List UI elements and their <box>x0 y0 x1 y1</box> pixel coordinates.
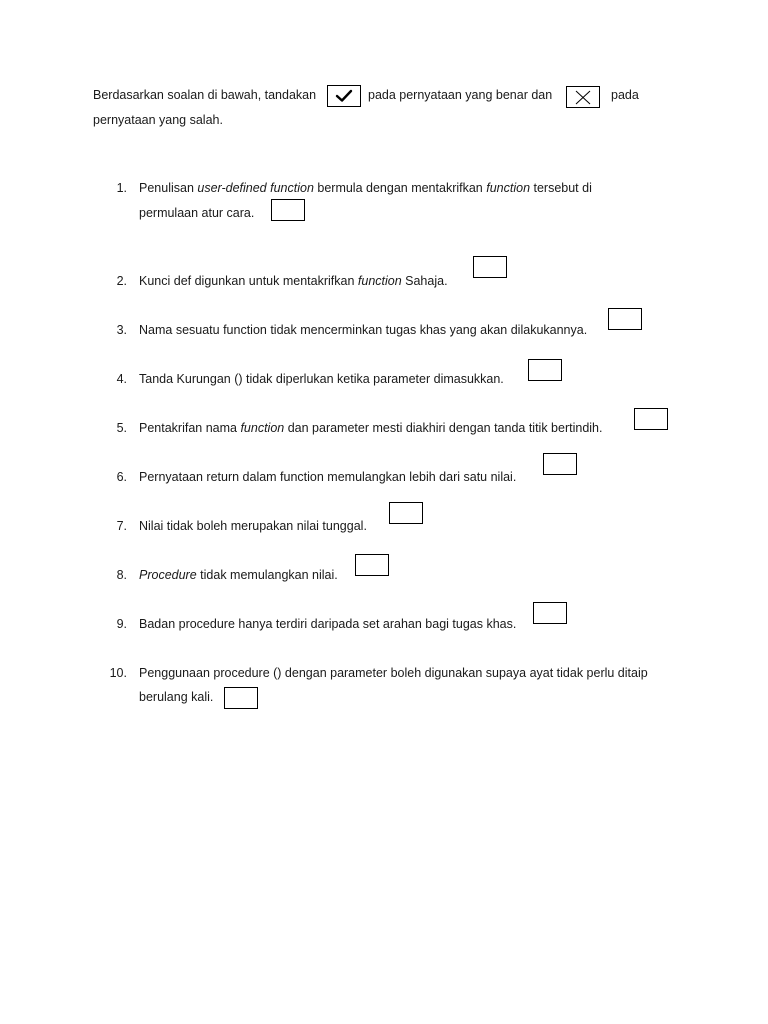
question-text: Badan procedure hanya terdiri daripada set arahan bagi tugas khas. <box>139 617 517 631</box>
question-number: 10. <box>109 666 127 680</box>
question-text: Procedure tidak memulangkan nilai. <box>139 568 338 582</box>
question-number: 8. <box>116 568 127 582</box>
answer-box-9[interactable] <box>533 602 567 624</box>
question-number: 7. <box>116 519 127 533</box>
question-text: Tanda Kurungan () tidak diperlukan ketika parameter dimasukkan. <box>139 372 504 386</box>
instruction-text: pada <box>611 88 639 102</box>
answer-box-3[interactable] <box>608 308 642 330</box>
instruction-text: pernyataan yang salah. <box>93 113 223 127</box>
question-text: Nama sesuatu function tidak mencerminkan tugas khas yang akan dilakukannya. <box>139 323 588 337</box>
question-number: 6. <box>116 470 127 484</box>
answer-box-8[interactable] <box>355 554 389 576</box>
question-number: 4. <box>116 372 127 386</box>
answer-box-4[interactable] <box>528 359 562 381</box>
answer-box-2[interactable] <box>473 256 507 278</box>
answer-box-10[interactable] <box>224 687 258 709</box>
answer-box-6[interactable] <box>543 453 577 475</box>
question-number: 2. <box>116 274 127 288</box>
question-text: Penggunaan procedure () dengan parameter boleh digunakan supaya ayat tidak perlu ditaip <box>139 666 648 680</box>
question-text: berulang kali. <box>139 690 214 704</box>
question-text: Nilai tidak boleh merupakan nilai tunggal. <box>139 519 367 533</box>
false-example-box <box>566 86 600 108</box>
cross-icon <box>567 87 599 107</box>
question-number: 5. <box>116 421 127 435</box>
true-example-box <box>327 85 361 107</box>
question-text: Penulisan user-defined function bermula dengan mentakrifkan function tersebut di <box>139 181 592 195</box>
question-text: Pentakrifan nama function dan parameter mesti diakhiri dengan tanda titik bertindih. <box>139 421 603 435</box>
question-text: permulaan atur cara. <box>139 206 255 220</box>
question-number: 9. <box>116 617 127 631</box>
question-number: 1. <box>116 181 127 195</box>
answer-box-7[interactable] <box>389 502 423 524</box>
answer-box-1[interactable] <box>271 199 305 221</box>
question-text: Kunci def digunkan untuk mentakrifkan function Sahaja. <box>139 274 448 288</box>
answer-box-5[interactable] <box>634 408 668 430</box>
question-text: Pernyataan return dalam function memulangkan lebih dari satu nilai. <box>139 470 517 484</box>
instruction-text: pada pernyataan yang benar dan <box>368 88 553 102</box>
check-icon <box>328 86 360 106</box>
instruction-text: Berdasarkan soalan di bawah, tandakan <box>93 88 317 102</box>
question-number: 3. <box>116 323 127 337</box>
